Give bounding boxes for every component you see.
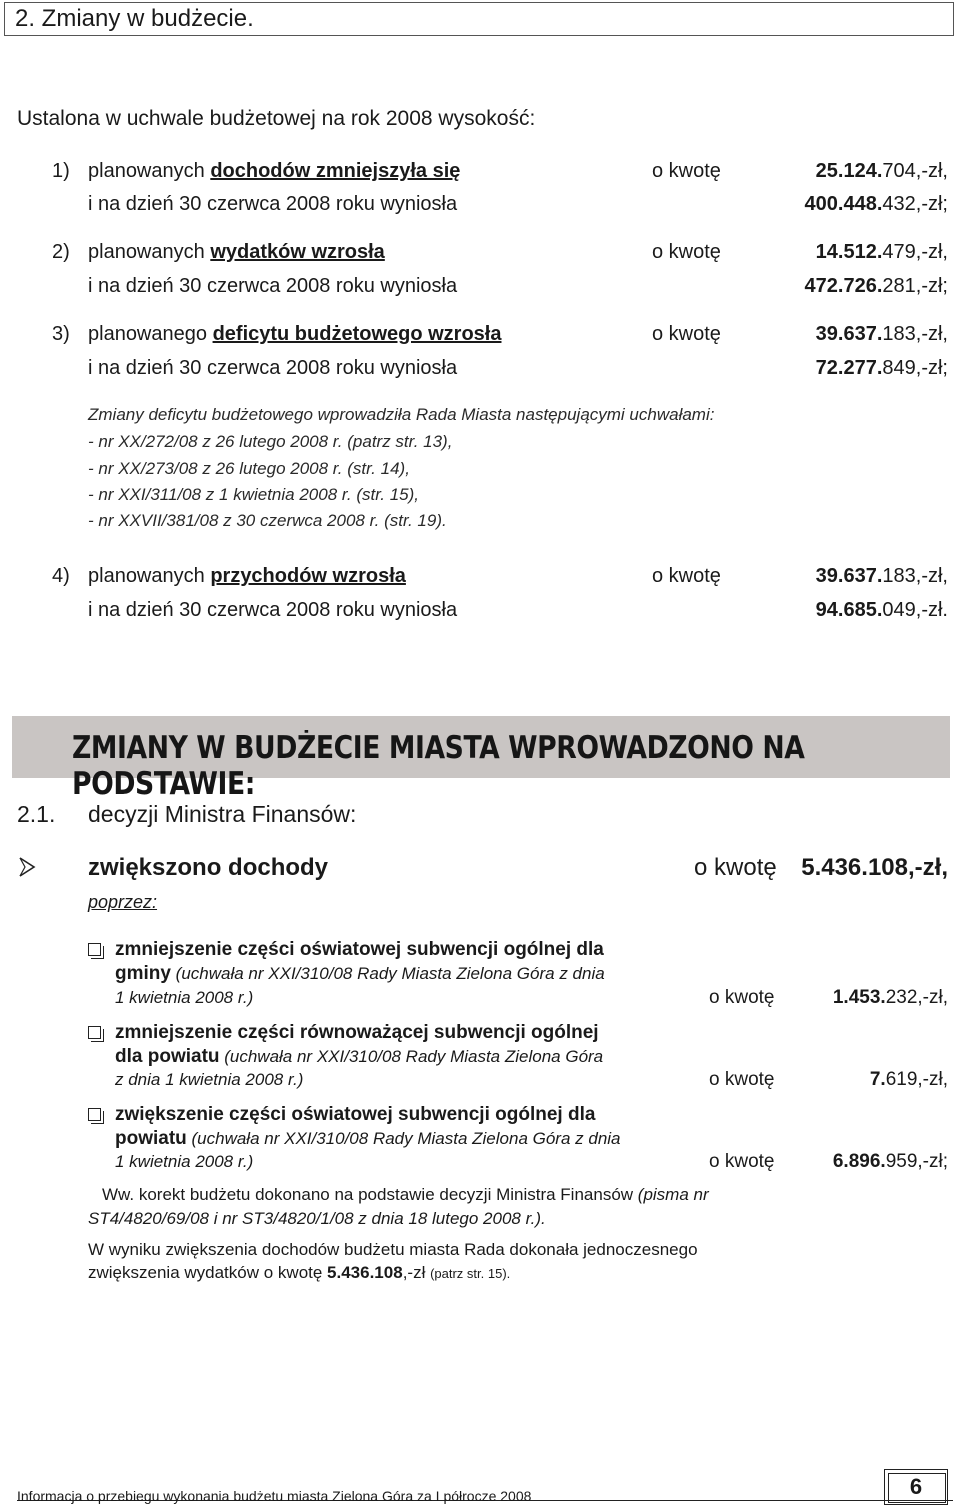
section-banner — [12, 716, 950, 802]
section-title: decyzji Ministra Finansów: — [88, 801, 357, 827]
decision-note-line2: ST4/4820/69/08 i nr ST3/4820/1/08 z dnia 18 lutego 2008 r.). — [88, 1209, 546, 1228]
item-2-sub-row — [0, 275, 960, 303]
decision-note-line1: Ww. korekt budżetu dokonano na podstawie decyzji Ministra Finansów (pisma nr — [102, 1185, 709, 1204]
footer-text: Informacja o przebiegu wykonania budżetu miasta Zielona Góra za I półrocze 2008 — [17, 1488, 532, 1504]
sub-item-amount: 6.896.959,-zł; — [832, 1151, 948, 1172]
item-amount: 14.512.479,-zł, — [815, 241, 948, 263]
sub-item-2-line1: zmniejszenie części równoważącej subwencji ogólnej — [115, 1022, 599, 1043]
arrow-bullet-icon — [18, 856, 36, 878]
sub-item-amount: 7.619,-zł, — [869, 1069, 948, 1090]
item-label: planowanego deficytu budżetowego wzrosła — [88, 323, 502, 345]
item-label: planowanych dochodów zmniejszyła się — [88, 160, 461, 182]
intro-text: Ustalona w uchwale budżetowej na rok 2008 wysokość: — [17, 107, 536, 130]
via-label: poprzez: — [88, 892, 158, 912]
section-number: 2.1. — [17, 801, 56, 827]
sub-item-okw: o kwotę — [709, 1151, 775, 1172]
sub-item-3-line3: 1 kwietnia 2008 r.) — [115, 1152, 254, 1171]
sub-item-1-line2: gminy (uchwała nr XXI/310/08 Rady Miasta Zielona Góra z dnia — [115, 963, 605, 984]
deficit-note-line: - nr XXI/311/08 z 1 kwietnia 2008 r. (str. 15), — [88, 485, 420, 504]
item-sub-label: i na dzień 30 czerwca 2008 roku wyniosła — [88, 599, 458, 621]
item-sub-label: i na dzień 30 czerwca 2008 roku wyniosła — [88, 193, 458, 215]
item-number: 1) — [52, 160, 70, 182]
chapter-title: 2. Zmiany w budżecie. — [15, 5, 254, 32]
item-1-sub-row — [0, 193, 960, 221]
item-4-sub-row — [0, 599, 960, 627]
item-1-row — [0, 160, 960, 188]
item-sub-amount: 72.277.849,-zł; — [815, 357, 948, 379]
checkbox-bullet-icon — [88, 1108, 101, 1121]
item-2-row — [0, 241, 960, 269]
item-3-sub-row — [0, 357, 960, 385]
sub-item-amount: 1.453.232,-zł, — [832, 987, 948, 1008]
item-okw: o kwotę — [652, 160, 721, 182]
chapter-header — [4, 2, 954, 36]
sub-item-okw: o kwotę — [709, 1069, 775, 1090]
deficit-note-line: - nr XXVII/381/08 z 30 czerwca 2008 r. (str. 19). — [88, 511, 447, 530]
item-amount: 25.124.704,-zł, — [815, 160, 948, 182]
deficit-note-line: - nr XX/273/08 z 26 lutego 2008 r. (str. 14), — [88, 459, 410, 478]
deficit-note-lead: Zmiany deficytu budżetowego wprowadziła Rada Miasta następującymi uchwałami: — [88, 405, 715, 424]
sub-item-3-line2: powiatu (uchwała nr XXI/310/08 Rady Miasta Zielona Góra z dnia — [115, 1128, 621, 1149]
item-number: 3) — [52, 323, 70, 345]
item-label: planowanych wydatków wzrosła — [88, 241, 385, 263]
sub-item-2-line3: z dnia 1 kwietnia 2008 r.) — [115, 1070, 304, 1089]
deficit-note-line: - nr XX/272/08 z 26 lutego 2008 r. (patrz str. 13), — [88, 432, 453, 451]
result-note-line2: zwiększenia wydatków o kwotę 5.436.108,-zł (patrz str. 15). — [88, 1263, 511, 1282]
page-number: 6 — [909, 1474, 923, 1499]
increase-label: zwiększono dochody — [88, 854, 329, 881]
item-amount: 39.637.183,-zł, — [815, 565, 948, 587]
item-okw: o kwotę — [652, 323, 721, 345]
item-label: planowanych przychodów wzrosła — [88, 565, 406, 587]
item-sub-amount: 472.726.281,-zł; — [804, 275, 948, 297]
sub-item-3-line1: zwiększenie części oświatowej subwencji ogólnej dla — [115, 1104, 596, 1125]
item-4-row — [0, 565, 960, 593]
result-note-line1: W wyniku zwiększenia dochodów budżetu miasta Rada dokonała jednoczesnego — [88, 1240, 698, 1259]
item-number: 4) — [52, 565, 70, 587]
item-sub-amount: 94.685.049,-zł. — [815, 599, 948, 621]
page-number-box — [884, 1469, 948, 1505]
sub-item-okw: o kwotę — [709, 987, 775, 1008]
increase-okw: o kwotę — [694, 854, 777, 881]
item-amount: 39.637.183,-zł, — [815, 323, 948, 345]
sub-item-1-line3: 1 kwietnia 2008 r.) — [115, 988, 254, 1007]
item-sub-amount: 400.448.432,-zł; — [804, 193, 948, 215]
item-okw: o kwotę — [652, 241, 721, 263]
sub-item-2-line2: dla powiatu (uchwała nr XXI/310/08 Rady Miasta Zielona Góra — [115, 1046, 604, 1067]
item-sub-label: i na dzień 30 czerwca 2008 roku wyniosła — [88, 275, 458, 297]
banner-title: ZMIANY W BUDŻECIE MIASTA WPROWADZONO NA PODSTAWIE: — [72, 730, 805, 802]
item-sub-label: i na dzień 30 czerwca 2008 roku wyniosła — [88, 357, 458, 379]
checkbox-bullet-icon — [88, 943, 101, 956]
checkbox-bullet-icon — [88, 1026, 101, 1039]
item-3-row — [0, 323, 960, 351]
sub-item-1-line1: zmniejszenie części oświatowej subwencji ogólnej dla — [115, 939, 604, 960]
increase-amount: 5.436.108,-zł, — [801, 854, 948, 881]
item-number: 2) — [52, 241, 70, 263]
item-okw: o kwotę — [652, 565, 721, 587]
